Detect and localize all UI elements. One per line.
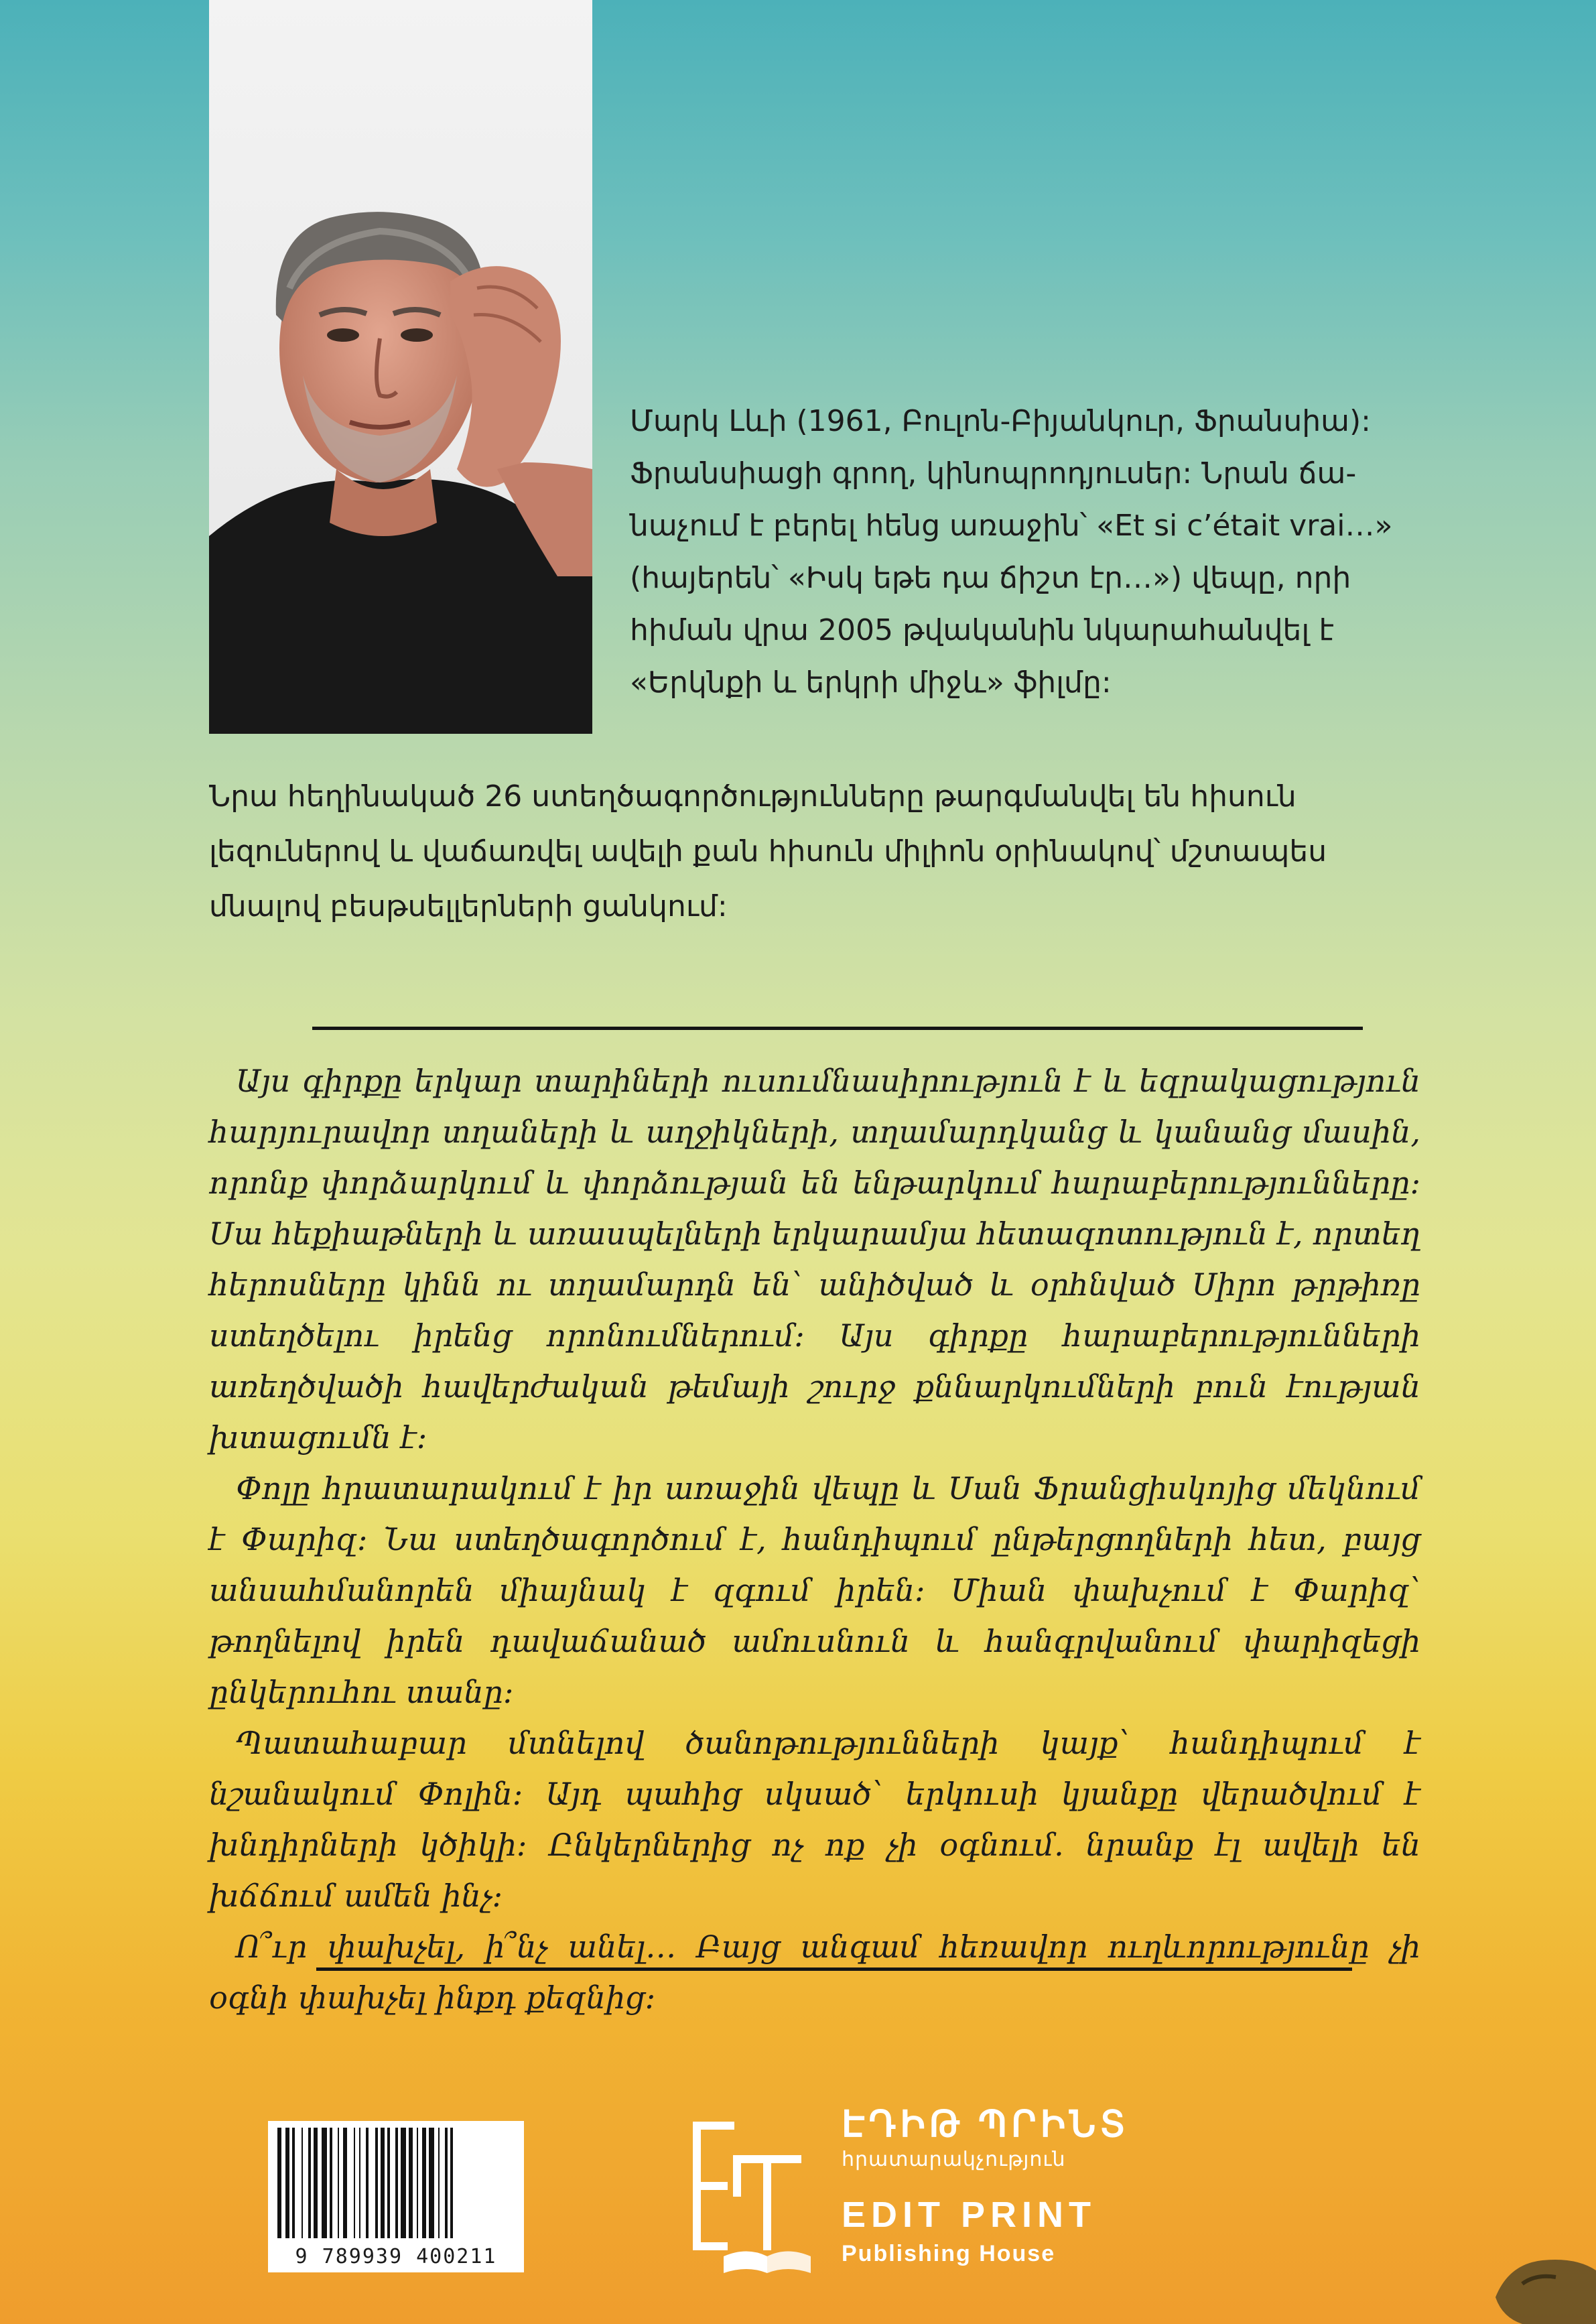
author-portrait-image [209,0,592,734]
divider-bottom [316,1967,1352,1971]
blurb-paragraph: Պատահաբար մտնելով ծանոթությունների կայք՝ հանդիպում է նշանակում Փոլին: Այդ պահից սկսած՝ երկուսի կյանքը վերածվում է խնդիրների կծիկի: Ընկերներից ոչ ոք չի օգնում. նրանք էլ ավելի են խճճում ամեն ինչ: [209,1725,1420,1914]
bio-line: (հայերեն՝ «Իսկ եթե դա ճիշտ էր…») վեպը, որի [630,561,1351,595]
barcode-bar [277,2128,281,2238]
bio-line: Ֆրանսիացի գրող, կինոպրոդյուսեր: Նրան ճա- [630,456,1357,491]
barcode-bar [302,2128,303,2238]
barcode-bar [417,2128,418,2238]
barcode-bar [375,2128,378,2238]
barcode-bar [422,2128,426,2238]
publisher-sub-hy: հրատարակչություն [842,2148,1066,2171]
bio-line: Մարկ Լևի (1961, Բուլոն-Բիյանկուր, Ֆրանսիա): [630,404,1371,438]
publisher-name-en: EDIT PRINT [842,2195,1097,2235]
isbn-barcode [268,2121,524,2272]
barcode-bar [285,2128,289,2238]
bio-line: հիման վրա 2005 թվականին նկարահանվել է [630,613,1334,647]
works-line: մնալով բեսթսելլերների ցանկում: [209,889,728,923]
blurb-paragraph: Ո՞ւր փախչել, ի՞նչ անել… Բայց անգամ հեռավոր ուղևորությունը չի օգնի փախչել ինքդ քեզնից: [209,1929,1420,2016]
tree-silhouette-icon [1482,2244,1596,2324]
barcode-bar [445,2128,448,2238]
author-bio [630,395,1420,709]
divider-top [312,1027,1363,1030]
barcode-bar [338,2128,339,2238]
blurb-paragraph: Այս գիրքը երկար տարիների ուսումնասիրություն է և եզրակացություն հարյուրավոր տղաների և աղջիկների, տղամարդկանց և կանանց մասին, որոնք փորձարկում և փորձության են ենթարկում հարաբերությունները: Սա հեքիաթների և առասպելների երկարամյա հետազոտություն է, որտեղ հերոսները կինն ու տղամարդն են՝ անիծված և օրհնված Սիրո թրթիռը ստեղծելու իրենց որոնումներում: Այս գիրքը հարաբերությունների առեղծվածի հավերժական թեմայի շուրջ քննարկումների բուն էության խտացումն է: [209,1063,1420,1456]
works-line: լեզուներով և վաճառվել ավելի քան հիսուն միլիոն օրինակով՝ մշտապես [209,834,1327,868]
publisher-logo-icon [683,2112,811,2277]
book-blurb [209,1055,1420,2023]
barcode-bar [429,2128,434,2238]
bio-line: նաչում է բերել հենց առաջին՝ «Et si c’était vrai…» [630,509,1393,543]
works-line: Նրա հեղինակած 26 ստեղծագործությունները թարգմանվել են հիսուն [209,779,1296,814]
barcode-bar [330,2128,332,2238]
publisher-name-hy: ԷԴԻԹ ՊՐԻՆՏ [842,2104,1130,2144]
barcode-bar [359,2128,360,2238]
barcode-bar [354,2128,355,2238]
barcode-bar [387,2128,390,2238]
author-photo [209,0,592,734]
isbn-digits: 9 789939 400211 [295,2245,497,2268]
publisher-sub-en: Publishing House [842,2241,1056,2266]
bio-line: «Երկնքի և երկրի միջև» ֆիլմը: [630,665,1112,700]
barcode-bar [314,2128,318,2238]
barcode-bar [438,2128,440,2238]
barcode-bar [409,2128,413,2238]
publisher-block [683,2103,1152,2304]
barcode-bar [395,2128,398,2238]
barcode-bar [366,2128,369,2238]
barcode-bar [343,2128,347,2238]
barcode-bar [292,2128,295,2238]
barcode-bar [308,2128,311,2238]
blurb-paragraph: Փոլը հրատարակում է իր առաջին վեպը և Սան Ֆրանցիսկոյից մեկնում է Փարիզ: Նա ստեղծագործում է, հանդիպում ընթերցողների հետ, բայց անսահմանորեն միայնակ է զգում իրեն: Միան փախչում է Փարիզ՝ թողնելով իրեն դավաճանած ամուսնուն և հանգրվանում փարիզեցի ընկերուհու տանը: [209,1470,1420,1710]
barcode-bar [381,2128,385,2238]
barcode-bar [401,2128,406,2238]
barcode-bars [268,2121,524,2242]
barcode-bar [450,2128,453,2238]
barcode-bar [322,2128,327,2238]
works-paragraph [209,769,1420,934]
